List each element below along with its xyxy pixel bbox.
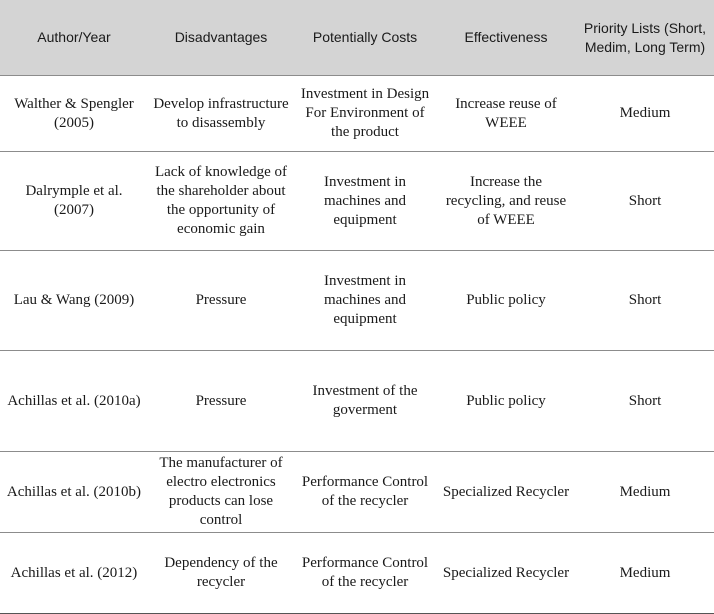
header-author-year: Author/Year bbox=[0, 0, 148, 76]
table-row bbox=[0, 351, 714, 452]
cell-disadvantages: Pressure bbox=[148, 351, 294, 452]
cell-author: Achillas et al. (2012) bbox=[0, 533, 148, 614]
table-row bbox=[0, 76, 714, 152]
cell-costs: Investment in Design For Environment of the product bbox=[294, 76, 436, 152]
table-row bbox=[0, 152, 714, 251]
cell-disadvantages: The manufacturer of electro electronics products can lose control bbox=[148, 452, 294, 533]
header-disadvantages: Disadvantages bbox=[148, 0, 294, 76]
cell-costs: Investment in machines and equipment bbox=[294, 251, 436, 351]
cell-effectiveness: Increase the recycling, and reuse of WEEE bbox=[436, 152, 576, 251]
cell-priority: Medium bbox=[576, 533, 714, 614]
cell-effectiveness: Specialized Recycler bbox=[436, 452, 576, 533]
cell-costs: Investment of the goverment bbox=[294, 351, 436, 452]
header-priority-lists: Priority Lists (Short, Medim, Long Term) bbox=[576, 0, 714, 76]
cell-costs: Performance Control of the recycler bbox=[294, 533, 436, 614]
cell-disadvantages: Develop infrastructure to disassembly bbox=[148, 76, 294, 152]
cell-priority: Short bbox=[576, 251, 714, 351]
cell-costs: Performance Control of the recycler bbox=[294, 452, 436, 533]
table-row bbox=[0, 251, 714, 351]
cell-priority: Medium bbox=[576, 76, 714, 152]
header-potentially-costs: Potentially Costs bbox=[294, 0, 436, 76]
cell-priority: Short bbox=[576, 152, 714, 251]
header-effectiveness: Effectiveness bbox=[436, 0, 576, 76]
cell-author: Lau & Wang (2009) bbox=[0, 251, 148, 351]
table-row bbox=[0, 533, 714, 614]
cell-disadvantages: Dependency of the recycler bbox=[148, 533, 294, 614]
table-row bbox=[0, 452, 714, 533]
cell-author: Achillas et al. (2010a) bbox=[0, 351, 148, 452]
cell-author: Achillas et al. (2010b) bbox=[0, 452, 148, 533]
cell-effectiveness: Public policy bbox=[436, 351, 576, 452]
cell-costs: Investment in machines and equipment bbox=[294, 152, 436, 251]
cell-disadvantages: Lack of knowledge of the shareholder about the opportunity of economic gain bbox=[148, 152, 294, 251]
cell-effectiveness: Public policy bbox=[436, 251, 576, 351]
cell-priority: Short bbox=[576, 351, 714, 452]
cell-author: Dalrymple et al. (2007) bbox=[0, 152, 148, 251]
header-row bbox=[0, 0, 714, 76]
cell-disadvantages: Pressure bbox=[148, 251, 294, 351]
cell-priority: Medium bbox=[576, 452, 714, 533]
cell-effectiveness: Specialized Recycler bbox=[436, 533, 576, 614]
cell-author: Walther & Spengler (2005) bbox=[0, 76, 148, 152]
cell-effectiveness: Increase reuse of WEEE bbox=[436, 76, 576, 152]
